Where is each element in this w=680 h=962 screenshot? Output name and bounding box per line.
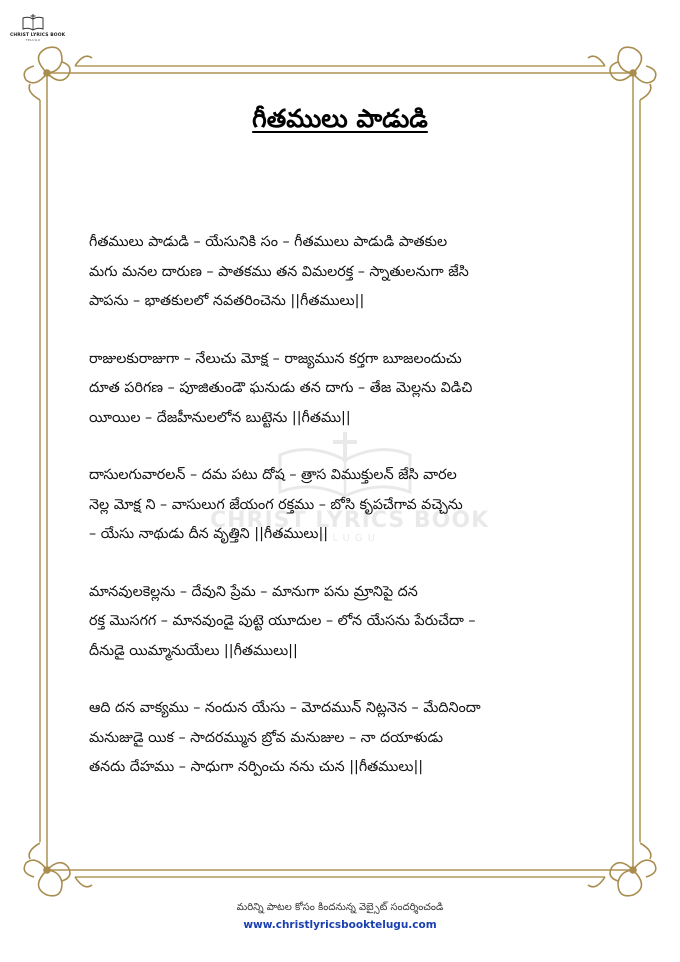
- lyric-line: గీతములు పాడుడి – యేసునికి సం – గీతములు పాడుడి పాతకుల: [89, 234, 448, 250]
- logo-brand: CHRIST LYRICS BOOK: [10, 33, 66, 38]
- lyric-line: తనదు దేహము – సాధుగా నర్పించు నను చున ||గీతములు||: [89, 759, 424, 775]
- lyric-line: మగు మనల దారుణ – పాతకము తన విమలరక్త – స్నాతులనుగా జేసి: [89, 263, 469, 280]
- lyric-line: యీయిల – దేజహీనులలోన బుట్టెను ||గీతము||: [89, 409, 351, 426]
- logo-sub: TELUGU: [25, 38, 41, 42]
- watermark-sub: TELUGU: [310, 533, 380, 544]
- lyric-line: మనుజుడై యిక – సాదరమ్మున బ్రోవ మనుజుల – నా దయాళుడు: [89, 729, 444, 746]
- lyric-line: రక్త మొసగగ – మానవుండై పుట్టె యూదుల – లోన యేసను పేరుచేదా –: [89, 613, 476, 629]
- watermark-brand: CHRIST LYRICS BOOK: [210, 508, 490, 533]
- lyrics-body: [89, 228, 599, 811]
- footer-note: మరిన్ని పాటల కోసం కిందనున్న వెబ్సైట్ సందర్శించండి: [236, 902, 444, 913]
- lyric-line: దీనుడై యిమ్మానుయేలు ||గీతములు||: [89, 642, 298, 659]
- lyric-line: దూత పరిగణ – పూజితుండౌ ఘనుడు తన దాగు – తేజ మెల్లను విడిచి: [89, 380, 473, 396]
- stanza-4: [89, 578, 599, 667]
- lyric-line: – యేసు నాథుడు దీన వృత్తిని ||గీతములు||: [89, 526, 329, 542]
- stanza-2: [89, 345, 599, 434]
- lyric-line: ఆది దన వాక్యము – నందున యేసు – మోదమున్ నిట్లనెన – మేదినిందా: [89, 700, 481, 716]
- song-title: గీతములు పాడుడి: [252, 104, 428, 133]
- lyric-line: రాజులకురాజుగా – నేలుచు మోక్ష – రాజ్యమున కర్తగా బూజలందుచు: [89, 350, 462, 367]
- stanza-3: [89, 461, 599, 550]
- lyric-line: మానవులకెల్లను – దేవుని ప్రేమ – మానుగా పను మ్రానిపై దన: [89, 583, 418, 600]
- footer: [0, 901, 680, 931]
- website-link[interactable]: www.christlyricsbooktelugu.com: [243, 919, 437, 931]
- lyric-line: నెల్ల మోక్ష ని – వాసులుగ జేయంగ రక్తము – బోసి కృపచేగావ వచ్చెను: [89, 496, 463, 513]
- lyric-line: పాపను – భాతకులలో నవతరించెను ||గీతములు||: [89, 293, 365, 309]
- lyric-line: దాసులగువారలన్ – దమ పటు దోష – త్రాస విముక్తులన్ జేసి వారల: [89, 467, 457, 483]
- stanza-5: [89, 694, 599, 783]
- stanza-1: [89, 228, 599, 317]
